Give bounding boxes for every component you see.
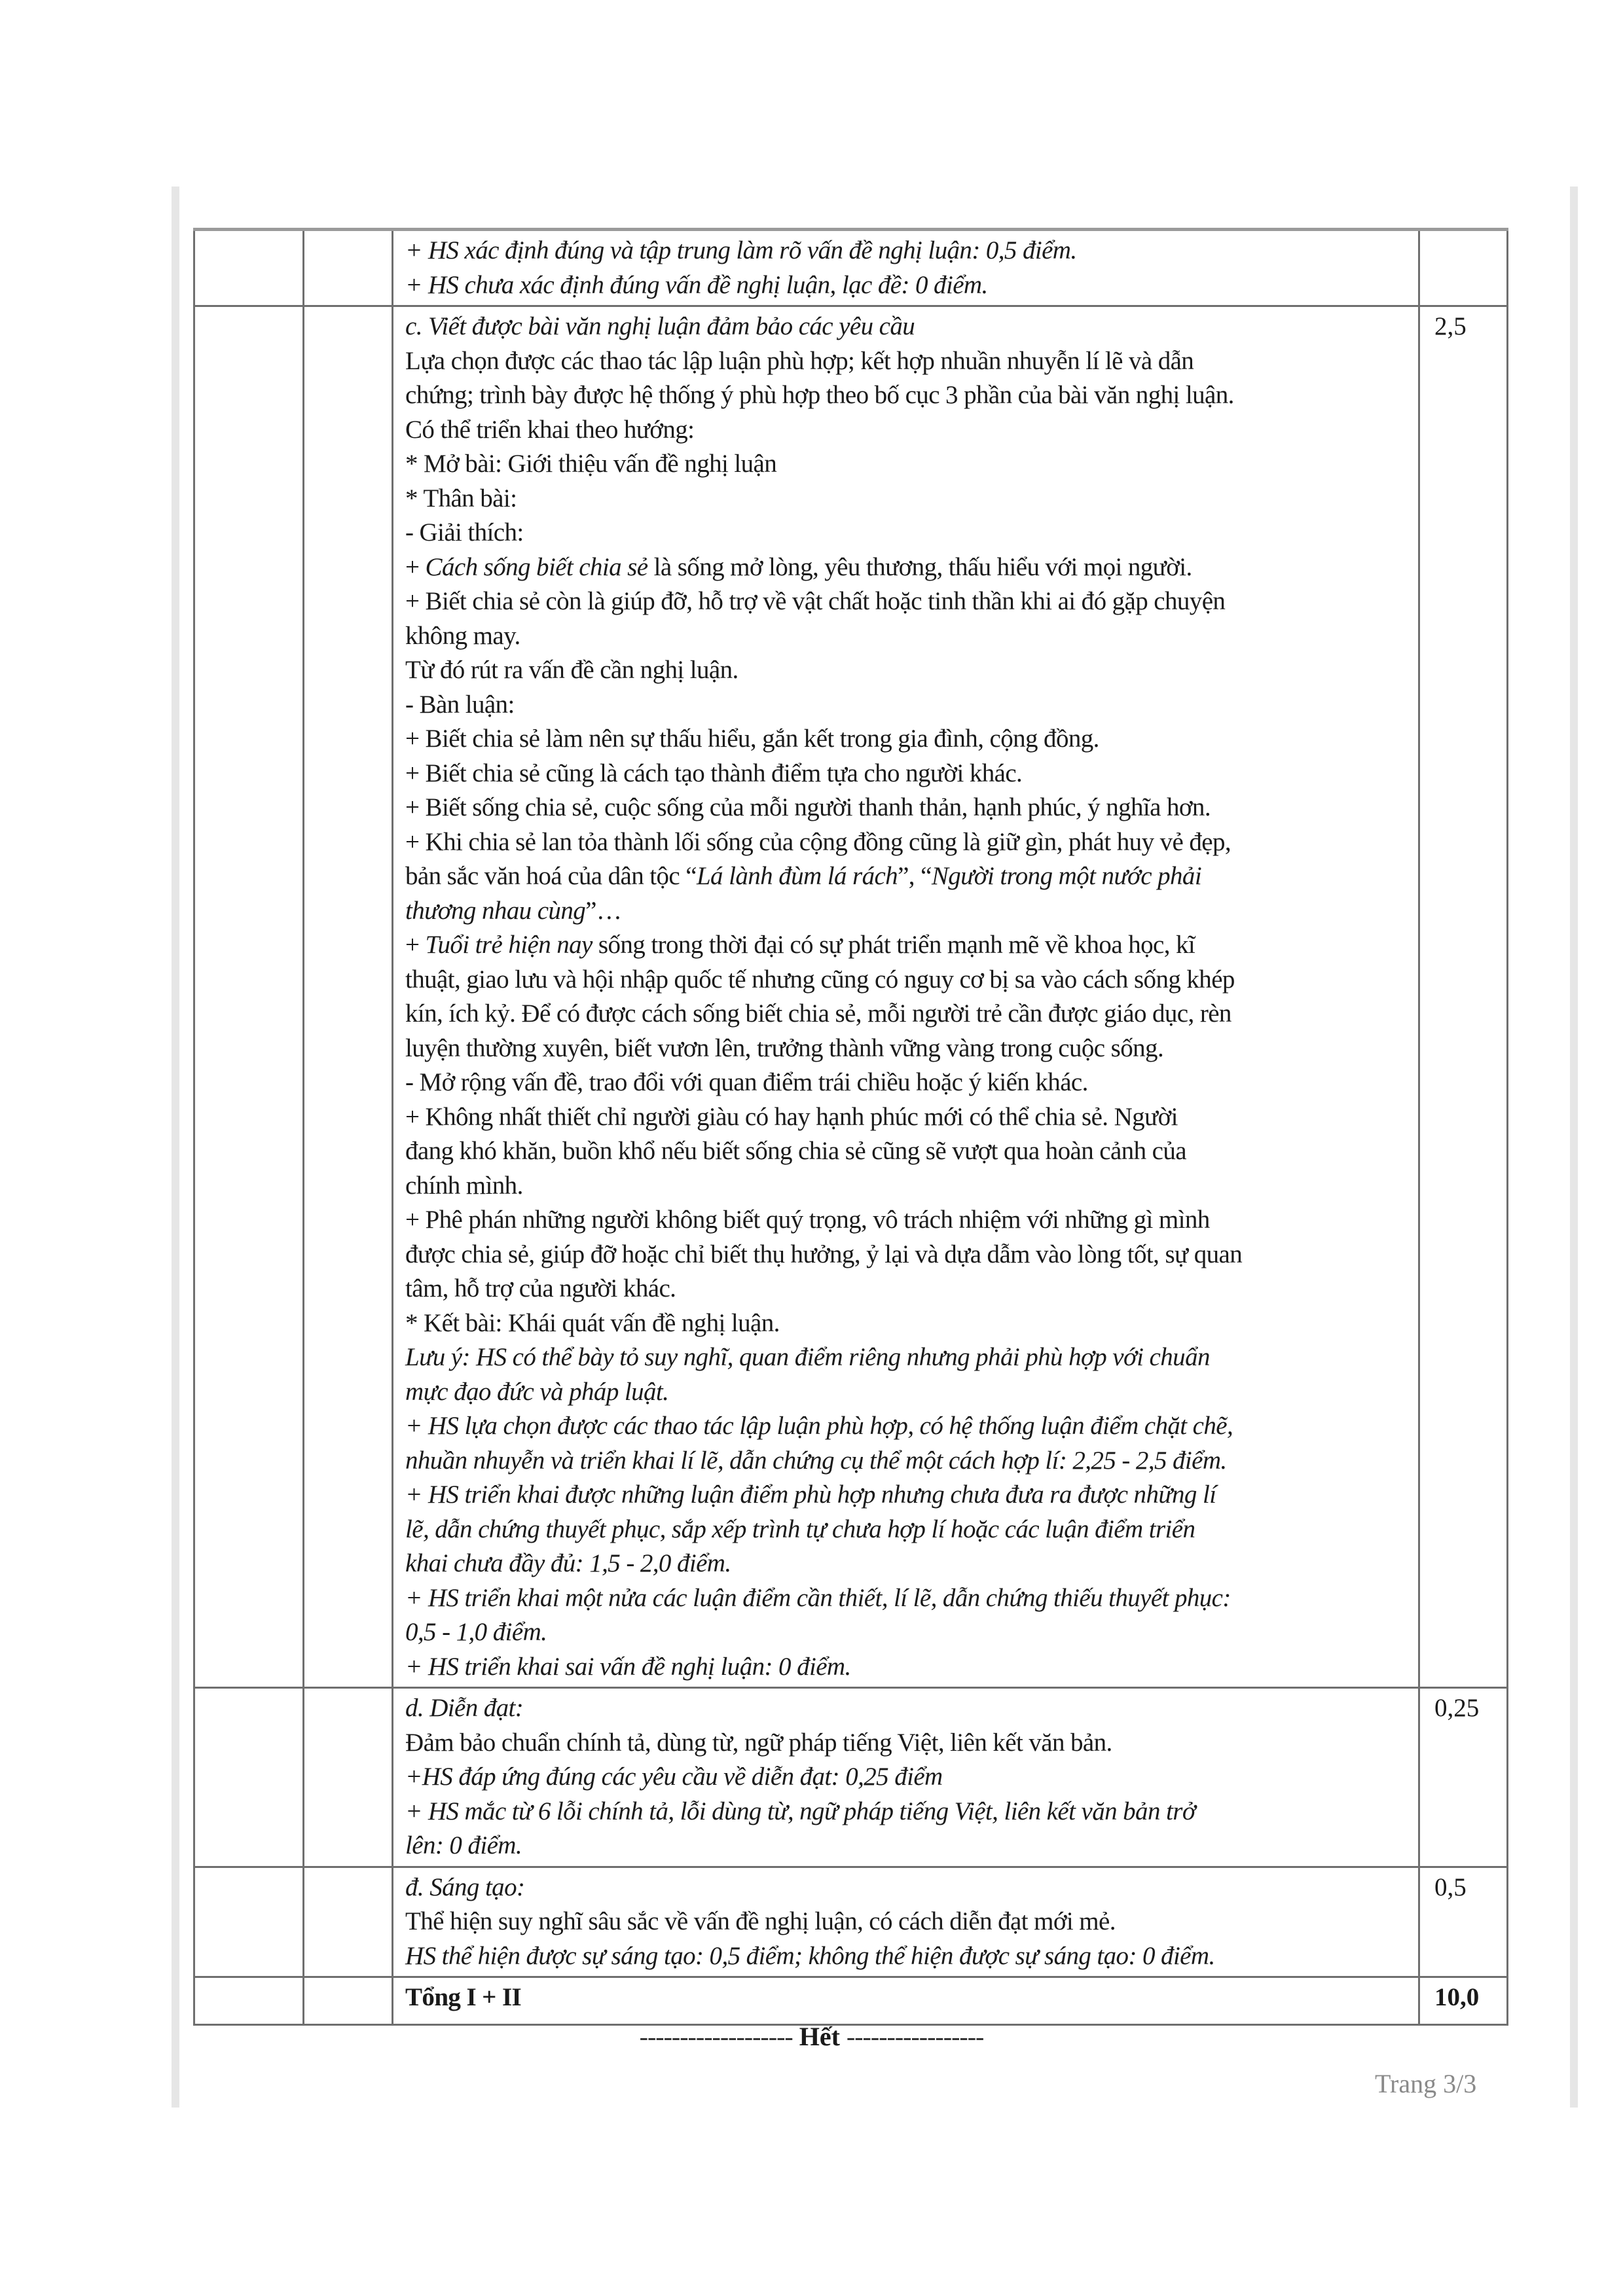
text: Lựa chọn được các thao tác lập luận phù hợp; kết hợp nhuần nhuyễn lí lẽ và dẫn	[405, 346, 1194, 375]
criteria-row	[194, 1688, 1508, 1867]
cell-content	[393, 1688, 1419, 1867]
content-line	[405, 310, 1412, 344]
text: là sống mở lòng, yêu thương, thấu hiểu với mọi người.	[647, 552, 1192, 581]
text: + Phê phán những người không biết quý trọng, vô trách nhiệm với những gì mình	[405, 1206, 1210, 1234]
content-line	[405, 447, 1412, 482]
content-line	[405, 1547, 1412, 1581]
total-row	[194, 1977, 1508, 2025]
criteria-row	[194, 1867, 1508, 1977]
content-line	[405, 1031, 1412, 1066]
italic-text: Người trong một nước phải	[931, 862, 1202, 890]
dash-left: -------------------	[639, 2022, 793, 2051]
end-label: Hết	[799, 2022, 840, 2051]
italic-text: + HS triển khai sai vấn đề nghị luận: 0 điểm.	[405, 1652, 851, 1681]
italic-text: + HS triển khai một nửa các luận điểm cần thiết, lí lẽ, dẫn chứng thiếu thuyết phục:	[405, 1583, 1231, 1612]
content-line	[405, 1409, 1412, 1444]
content-line	[405, 1581, 1412, 1616]
content-line	[405, 859, 1412, 894]
italic-text: + HS triển khai được những luận điểm phù hợp nhưng chưa đưa ra được những lí	[405, 1480, 1216, 1509]
content-line	[405, 1615, 1412, 1650]
content-line	[405, 1306, 1412, 1341]
text: * Mở bài: Giới thiệu vấn đề nghị luận	[405, 450, 777, 478]
text: ”…	[585, 896, 622, 925]
content-line	[405, 1939, 1412, 1974]
text: chính mình.	[405, 1171, 523, 1200]
text: + Biết chia sẻ cũng là cách tạo thành điểm tựa cho người khác.	[405, 759, 1023, 787]
content-line	[405, 1272, 1412, 1306]
text: Có thể triển khai theo hướng:	[405, 415, 695, 444]
italic-text: khai chưa đầy đủ: 1,5 - 2,0 điểm.	[405, 1549, 731, 1577]
text: sống trong thời đại có sự phát triển mạnh mẽ về khoa học, kĩ	[592, 931, 1195, 959]
score-value: 2,5	[1434, 312, 1467, 340]
content-line	[405, 1100, 1412, 1135]
content-line	[405, 1238, 1412, 1272]
text: Từ đó rút ra vấn đề cần nghị luận.	[405, 656, 739, 684]
text: * Thân bài:	[405, 484, 517, 512]
criteria-row	[194, 306, 1508, 1688]
dash-right: -----------------	[846, 2022, 984, 2051]
text: ”, “	[898, 862, 932, 890]
content-line	[405, 234, 1412, 268]
end-marker	[0, 2021, 1623, 2052]
content-line	[405, 584, 1412, 619]
text: đang khó khăn, buồn khổ nếu biết sống chia sẻ cũng sẽ vượt qua hoàn cảnh của	[405, 1137, 1186, 1165]
content-line	[405, 344, 1412, 379]
text: + Biết chia sẻ còn là giúp đỡ, hỗ trợ về vật chất hoặc tinh thần khi ai đó gặp chuyện	[405, 587, 1226, 615]
cell-content	[393, 1867, 1419, 1977]
cell-part	[194, 306, 304, 1688]
text: * Kết bài: Khái quát vấn đề nghị luận.	[405, 1308, 780, 1337]
content-line	[405, 894, 1412, 929]
content-line	[405, 1169, 1412, 1204]
italic-text: HS thể hiện được sự sáng tạo: 0,5 điểm; không thể hiện được sự sáng tạo: 0 điểm.	[405, 1941, 1215, 1970]
content-line	[405, 1726, 1412, 1761]
cell-part	[194, 1977, 304, 2025]
text: - Bàn luận:	[405, 690, 515, 719]
cell-score	[1419, 1688, 1508, 1867]
content-line	[405, 791, 1412, 825]
italic-text: d. Diễn đạt:	[405, 1694, 524, 1722]
content-line	[405, 722, 1412, 757]
text: +	[405, 552, 426, 581]
page-number: Trang 3/3	[1375, 2069, 1477, 2098]
content-line	[405, 997, 1412, 1031]
cell-part	[194, 230, 304, 306]
content-line	[405, 413, 1412, 448]
italic-text: + HS lựa chọn được các thao tác lập luận phù hợp, có hệ thống luận điểm chặt chẽ,	[405, 1412, 1233, 1440]
italic-text: lẽ, dẫn chứng thuyết phục, sắp xếp trình tự chưa hợp lí hoặc các luận điểm triển	[405, 1515, 1195, 1543]
italic-text: lên: 0 điểm.	[405, 1831, 522, 1859]
cell-question	[304, 1688, 393, 1867]
content-line	[405, 516, 1412, 550]
content-line	[405, 1760, 1412, 1795]
text: bản sắc văn hoá của dân tộc “	[405, 862, 697, 890]
italic-text: 0,5 - 1,0 điểm.	[405, 1618, 547, 1646]
text: + Biết sống chia sẻ, cuộc sống của mỗi người thanh thản, hạnh phúc, ý nghĩa hơn.	[405, 793, 1211, 821]
score-value: 0,25	[1434, 1694, 1480, 1722]
italic-text: Tuổi trẻ hiện nay	[425, 931, 593, 959]
cell-question	[304, 1977, 393, 2025]
italic-text: Cách sống biết chia sẻ	[425, 552, 648, 581]
text: thuật, giao lưu và hội nhập quốc tế nhưng cũng có nguy cơ bị sa vào cách sống khép	[405, 965, 1235, 994]
content-line	[405, 1340, 1412, 1375]
content-line	[405, 688, 1412, 723]
content-line	[405, 1691, 1412, 1726]
content-line	[405, 1375, 1412, 1410]
content-line	[405, 1203, 1412, 1238]
italic-text: nhuần nhuyễn và triển khai lí lẽ, dẫn chứng cụ thể một cách hợp lí: 2,25 - 2,5 điểm.	[405, 1446, 1227, 1475]
cell-content	[393, 230, 1419, 306]
content-line	[405, 1871, 1412, 1905]
content-line	[405, 619, 1412, 654]
cell-question	[304, 230, 393, 306]
text: + Không nhất thiết chỉ người giàu có hay hạnh phúc mới có thể chia sẻ. Người	[405, 1102, 1178, 1131]
grading-table	[193, 228, 1508, 2026]
content-line	[405, 928, 1412, 963]
text: không may.	[405, 621, 520, 650]
italic-text: + HS xác định đúng và tập trung làm rõ vấn đề nghị luận: 0,5 điểm.	[405, 236, 1077, 264]
text: được chia sẻ, giúp đỡ hoặc chỉ biết thụ hưởng, ỷ lại và dựa dẫm vào lòng tốt, sự quan	[405, 1240, 1243, 1268]
content-line	[405, 1513, 1412, 1547]
content-line	[405, 1795, 1412, 1829]
content-line	[405, 1650, 1412, 1685]
text: kín, ích kỷ. Để có được cách sống biết chia sẻ, mỗi người trẻ cần được giáo dục, rèn	[405, 999, 1231, 1028]
text: Đảm bảo chuẩn chính tả, dùng từ, ngữ pháp tiếng Việt, liên kết văn bản.	[405, 1728, 1112, 1757]
content-line	[405, 550, 1412, 585]
content-line	[405, 268, 1412, 303]
italic-text: + HS chưa xác định đúng vấn đề nghị luận, lạc đề: 0 điểm.	[405, 270, 988, 299]
italic-text: c. Viết được bài văn nghị luận đảm bảo các yêu cầu	[405, 312, 915, 340]
score-value: 0,5	[1434, 1873, 1467, 1901]
italic-text: mực đạo đức và pháp luật.	[405, 1377, 669, 1406]
text: tâm, hỗ trợ của người khác.	[405, 1274, 676, 1302]
content-line	[405, 1905, 1412, 1939]
italic-text: + HS mắc từ 6 lỗi chính tả, lỗi dùng từ, ngữ pháp tiếng Việt, liên kết văn bản trở	[405, 1797, 1196, 1825]
criteria-row	[194, 230, 1508, 306]
cell-content	[393, 1977, 1419, 2025]
text: chứng; trình bày được hệ thống ý phù hợp theo bố cục 3 phần của bài văn nghị luận.	[405, 381, 1234, 409]
cell-score	[1419, 1867, 1508, 1977]
total-score: 10,0	[1434, 1983, 1480, 2011]
content-line	[405, 482, 1412, 516]
content-line	[405, 1444, 1412, 1479]
italic-text: đ. Sáng tạo:	[405, 1873, 525, 1901]
total-label: Tổng I + II	[405, 1983, 522, 2011]
text: Thể hiện suy nghĩ sâu sắc về vấn đề nghị luận, có cách diễn đạt mới mẻ.	[405, 1907, 1116, 1935]
cell-score	[1419, 1977, 1508, 2025]
content-line	[405, 1478, 1412, 1513]
content-line	[405, 1066, 1412, 1100]
cell-score	[1419, 230, 1508, 306]
content-line	[405, 378, 1412, 413]
content-line	[405, 757, 1412, 791]
content-line	[405, 653, 1412, 688]
cell-question	[304, 1867, 393, 1977]
text: + Khi chia sẻ lan tỏa thành lối sống của cộng đồng cũng là giữ gìn, phát huy vẻ đẹp,	[405, 827, 1231, 856]
text: - Giải thích:	[405, 518, 524, 547]
text: luyện thường xuyên, biết vươn lên, trưởng thành vững vàng trong cuộc sống.	[405, 1033, 1164, 1062]
italic-text: Lá lành đùm lá rách	[696, 862, 898, 890]
content-line	[405, 825, 1412, 860]
page-edge-left	[172, 187, 179, 2108]
content-line	[405, 1134, 1412, 1169]
score-value	[1420, 231, 1506, 234]
cell-score	[1419, 306, 1508, 1688]
content-line	[405, 963, 1412, 997]
cell-question	[304, 306, 393, 1688]
page-edge-right	[1570, 187, 1578, 2108]
text: - Mở rộng vấn đề, trao đổi với quan điểm trái chiều hoặc ý kiến khác.	[405, 1068, 1088, 1096]
italic-text: thương nhau cùng	[405, 896, 586, 925]
cell-part	[194, 1688, 304, 1867]
text: + Biết chia sẻ làm nên sự thấu hiểu, gắn kết trong gia đình, cộng đồng.	[405, 725, 1099, 753]
cell-part	[194, 1867, 304, 1977]
content-line	[405, 1829, 1412, 1863]
italic-text: Lưu ý: HS có thể bày tỏ suy nghĩ, quan điểm riêng nhưng phải phù hợp với chuẩn	[405, 1343, 1210, 1371]
italic-text: +HS đáp ứng đúng các yêu cầu về diễn đạt: 0,25 điểm	[405, 1763, 943, 1791]
cell-content	[393, 306, 1419, 1688]
text: +	[405, 931, 426, 959]
